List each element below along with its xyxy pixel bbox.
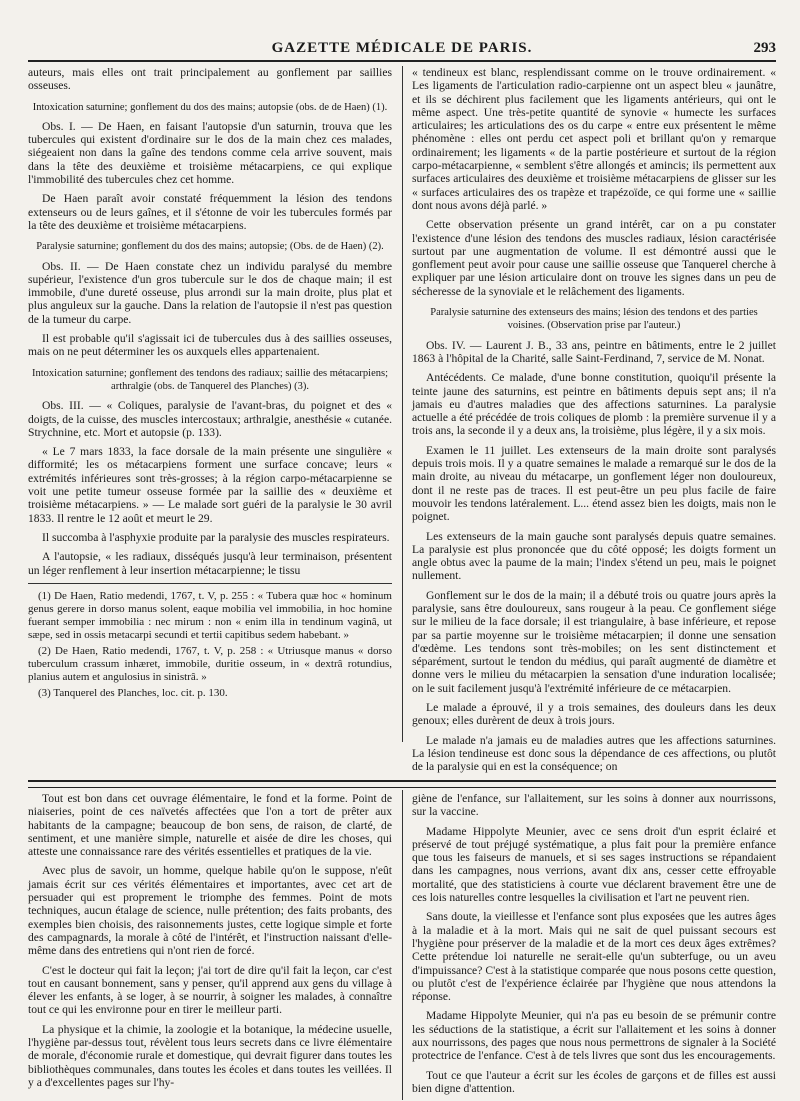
footnote-divider [28, 583, 392, 584]
paragraph: Madame Hippolyte Meunier, avec ce sens droit d'un esprit éclairé et préservé de tout préjugé systématique, a plus fait pour la première enfance que tous les faiseurs de manuels, et si ses sages instructions se répandaient dans les campagnes, nous verrions, avant dix ans, cesser cette effroyable mortalité, que des statisticiens à courte vue déclarent bravement être une de ces lois naturelles contre lesquelles la civilisation et l'art ne peuvent rien. [412, 824, 776, 905]
paragraph: Tout est bon dans cet ouvrage élémentaire, le fond et la forme. Point de niaiseries, point de ces naïvetés affectées que l'on a tort de prêter aux habitants de la campagne; beaucoup de bon sens, de raison, de clarté, de sentiment, et une manière simple, naturelle et aisée de dire les choses, qui atteste une connaissance rare des vérités essentielles et pratiques de la vie. [28, 792, 392, 859]
paragraph: Examen le 11 juillet. Les extenseurs de la main droite sont paralysés depuis trois mois. Il y a quatre semaines le malade a remarqué sur le dos de la main droite, au niveau du métacarpe, un gonflement léger non douloureux, dont il ne reste pas de traces. Il est peut-être un peu plus facile de faire mouvoir les tendons latéralement. L... étend assez bien les doigts, mais non le poignet. [412, 443, 776, 524]
paragraph: Obs. IV. — Laurent J. B., 33 ans, peintre en bâtiments, entre le 2 juillet 1863 à l'hôpital de la Charité, salle Saint-Ferdinand, 7, service de M. Nonat. [412, 338, 776, 365]
paragraph: Antécédents. Ce malade, d'une bonne constitution, quoiqu'il présente la teinte jaune des saturnins, est peintre en bâtiments depuis sept ans; il n'a jamais eu d'autres maladies que des affections saturnines. La paralysie actuelle a été précédée de trois coliques de plomb : la première survenue il y a trois ans, la seconde il y a deux ans, la troisième, plus légère, il y a six mois. [412, 371, 776, 438]
column-divider [402, 66, 403, 742]
paragraph: Avec plus de savoir, un homme, quelque habile qu'on le suppose, n'eût jamais écrit sur ces vérités élémentaires et importantes, avec cet art de persuader qui est proprement le triomphe des femmes. Point de mots techniques, aucun étalage de science, nulle prétention; des faits probants, des exemples bien choisis, des raisonnements justes, cette logique simple et forte des campagnards, la morale à côté de l'intérêt, et l'instruction naissant d'elle-même dans des entretiens qui n'ont rien de forcé. [28, 864, 392, 958]
paragraph: Cette observation présente un grand intérêt, car on a pu constater l'existence d'une lésion des tendons des muscles radiaux, lésion caractérisée surtout par une augmentation de volume. Il est démontré aussi que le gonflement peut avoir pour cause une saillie osseuse que Tanquerel cherche à expliquer par une lésion articulaire dont on trouve les signes dans un peu de sécheresse de la synoviale et le relâchement des ligaments. [412, 218, 776, 298]
right-column [412, 66, 776, 780]
left-column [28, 66, 392, 703]
running-head [28, 38, 776, 62]
paragraph: Il succomba à l'asphyxie produite par la paralysie des muscles respirateurs. [42, 530, 390, 544]
review-section [28, 790, 776, 1100]
page-number: 293 [753, 40, 776, 56]
paragraph: auteurs, mais elles ont trait principalement au gonflement par saillies osseuses. [28, 66, 392, 93]
paragraph: Le malade a éprouvé, il y a trois semaines, des douleurs dans les deux genoux; elles durèrent de deux à trois jours. [412, 701, 776, 728]
feuilleton-divider [28, 780, 776, 788]
paragraph: Le malade n'a jamais eu de maladies autres que les affections saturnines. La lésion tendineuse est donc sous la dépendance de ces affections, ou plutôt de la paralysie qui en est la conséquence; on [412, 733, 776, 774]
review-left-column [28, 792, 392, 1095]
section-heading: Paralysie saturnine; gonflement du dos des mains; autopsie; (Obs. de de Haen) (2). [36, 241, 384, 253]
section-heading: Intoxication saturnine; gonflement du dos des mains; autopsie (obs. de de Haen) (1). [32, 101, 388, 113]
paragraph: Obs. I. — De Haen, en faisant l'autopsie d'un saturnin, trouva que les tubercules qui existent d'ordinaire sur le dos de la main chez ces malades, siégeaient non dans la gaîne des tendons comme cela arrive souvent, mais dans la tête des deuxième et troisième métacarpiens, ce qui explique l'immobilité des tubercules chez cet homme. [28, 119, 392, 187]
review-right-column [412, 792, 776, 1101]
column-divider [402, 790, 403, 1100]
quoted-paragraph: « tendineux est blanc, resplendissant comme on le trouve ordinairement. « Les ligaments de l'articulation radio-carpienne ont un aspect bleu « jaunâtre, et ils se déchirent plus facilement que les ligaments antérieurs, qui ont le même aspect. Une très-petite quantité de synovie « humecte les surfaces articulaires; les articulations des os du carpe « entre eux présentent le même phénomène : elles ont perdu cet aspect poli et brillant qu'on y remarque ordinairement; les ligaments « de la partie postérieure et surtout de la région carpo-métacarpienne, « semblent s'être allongés et amincis; ils permettent aux surfaces articulaires des deuxième et troisième métacarpiens de glisser sur les « surfaces articulaires des os trapèze et trapézoïde, ce qui forme une « saillie dont nous avons déjà parlé. » [412, 66, 776, 212]
journal-title: GAZETTE MÉDICALE DE PARIS. [271, 40, 533, 56]
paragraph: Tout ce que l'auteur a écrit sur les écoles de garçons et de filles est aussi bien digne d'attention. [412, 1068, 776, 1095]
paragraph: De Haen paraît avoir constaté fréquemment la lésion des tendons extenseurs ou de leurs gaînes, et il s'étonne de voir les tubercules formés par la tête des deuxième et troisième métacarpiens. [28, 192, 392, 232]
paragraph: Obs. III. — « Coliques, paralysie de l'avant-bras, du poignet et des « doigts, de la cuisse, des muscles intercostaux; arthralgie, anesthésie « cutanée. Strychnine, etc. Mort et autopsie (p. 133). [28, 399, 392, 439]
paragraph: Madame Hippolyte Meunier, qui n'a pas eu besoin de se prémunir contre les séductions de la statistique, a écrit sur l'allaitement et les soins à donner aux nourrissons, des pages que nous nous permettrons de signaler à la Société protectrice de l'enfance. C'est à de tels livres que sont dus les encouragements. [412, 1009, 776, 1063]
paragraph: Les extenseurs de la main gauche sont paralysés depuis quatre semaines. La paralysie est plus prononcée que du côté opposé; les doigts forment un angle obtus avec la paume de la main; l'index s'étend un peu, mais le poignet nullement. [412, 529, 776, 583]
paragraph: « Le 7 mars 1833, la face dorsale de la main présente une singulière « difformité; les os métacarpiens forment une surface concave; leurs « extrémités inférieures sont très-grosses; à la région carpo-métacarpienne se voit une petite tumeur osseuse formée par la saillie des « deuxième et troisième métacarpiens. » — Le malade sort guéri de la paralysie le 30 avril 1833. Il rentre le 12 août et meurt le 29. [28, 445, 392, 525]
paragraph: C'est le docteur qui fait la leçon; j'ai tort de dire qu'il fait la leçon, car c'est tout en causant bonnement, sans y penser, qu'il apprend aux gens du village à élever les enfants, à se loger, à se nourrir, à soigner les malades, à connaître tout ce qui les environne pour en tirer le meilleur parti. [28, 963, 392, 1017]
paragraph: Sans doute, la vieillesse et l'enfance sont plus exposées que les autres âges à la maladie et à la mort. Mais qui ne sait de quel puissant secours est l'hygiène pour préserver de la maladie et de la mort ces deux âges extrêmes? Cette prétendue loi naturelle ne serait-elle qu'un subterfuge, ou un aveu d'impuissance? C'est à la statistique comparée que nous posons cette question, ou plutôt c'est de l'expérience éclairée par l'hygiène que nous attendons la réponse. [412, 910, 776, 1004]
section-heading: Paralysie saturnine des extenseurs des mains; lésion des tendons et des parties voisines. (Observation prise par l'auteur.) [430, 307, 758, 332]
footnote: (2) De Haen, Ratio medendi, 1767, t. V, p. 258 : « Utriusque manus « dorso tuberculum crassum inhæret, immobile, duritie osseum, in « dextrâ rotundius, planius autem et angulosius in sinistrâ. » [28, 644, 392, 683]
footnote: (1) De Haen, Ratio medendi, 1767, t. V, p. 255 : « Tubera quæ hoc « hominum genus gerere in dorso manus solent, eaque mobilia vel immobilia, in hoc homine fuerant semper immobilia : nec mirum : non « enim illa in tendinum vaginâ, ut sæpe, sed in ossis metacarpi secundi et tertii capitibus sedem habebant. » [28, 589, 392, 641]
newspaper-page [28, 38, 776, 1095]
paragraph: A l'autopsie, « les radiaux, disséqués jusqu'à leur terminaison, présentent un léger renflement à leur insertion métacarpienne; le tissu [28, 550, 392, 577]
footnote: (3) Tanquerel des Planches, loc. cit. p. 130. [38, 686, 228, 699]
paragraph: La physique et la chimie, la zoologie et la botanique, la médecine usuelle, l'hygiène par-dessus tout, révèlent tous leurs secrets dans ce livre élémentaire de morale, d'économie rurale et domestique, qui devrait figurer dans toutes les bibliothèques communales, dans toutes les écoles et dans toutes les veillées. Il y a d'excellentes pages sur l'hy- [28, 1022, 392, 1089]
article-section [28, 62, 776, 774]
section-heading: Intoxication saturnine; gonflement des tendons des radiaux; saillie des métacarpiens; arthralgie (obs. de Tanquerel des Planches) (3). [31, 367, 389, 392]
paragraph: Il est probable qu'il s'agissait ici de tubercules dus à des saillies osseuses, mais on ne peut déterminer les os auxquels elles appartenaient. [28, 332, 392, 359]
paragraph: giène de l'enfance, sur l'allaitement, sur les soins à donner aux nourrissons, sur la vaccine. [412, 792, 776, 819]
paragraph: Obs. II. — De Haen constate chez un individu paralysé du membre supérieur, l'existence d'un gros tubercule sur le dos de chaque main; il est immobile, d'une dureté osseuse, plus arrondi sur la main droite, plus plat et plus anguleux sur la gauche. Dans la relation de l'autopsie il n'est pas question de la tumeur du carpe. [28, 259, 392, 326]
paragraph: Gonflement sur le dos de la main; il a débuté trois ou quatre jours après la paralysie, sans être douloureux, sans rougeur à la peau. Ce gonflement siége sur le milieu de la face dorsale; il est triangulaire, à base inférieure, et repose par sa partie moyenne sur le troisième métacarpien; il donne une sensation d'œdème. Les tendons sont très-mobiles; on les sent distinctement et séparément, surtout le tendon du médius, qui paraît augmenté de diamètre et donne vers le milieu du métacarpien la sensation d'une induration localisée; on le suit facilement jusqu'à l'extrémité inférieure de ce métacarpien. [412, 588, 776, 695]
